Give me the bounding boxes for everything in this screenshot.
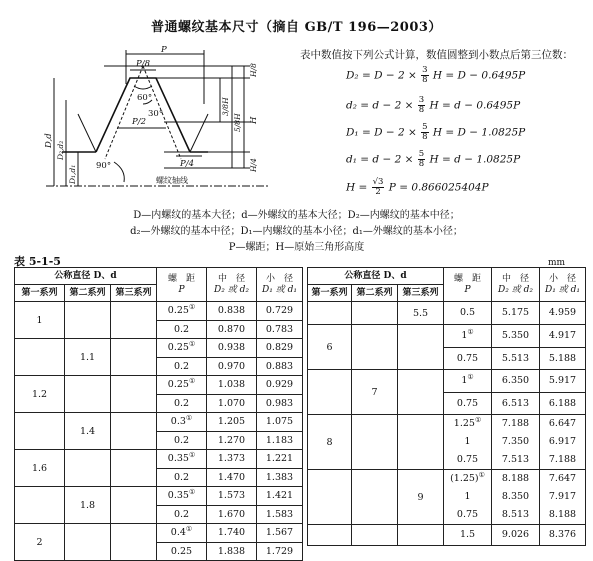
table-row [15,450,303,487]
header-pitch-right: 螺 距 P [444,268,492,302]
label-d1: D₁,d₁ [68,164,77,184]
label-h: H [249,116,259,124]
pitch-cell: 0.25① 0.2 [157,376,207,413]
header-mid-right: 中 径 D₂ 或 d₂ [492,268,540,302]
formula-4: d₁ = d − 2 × $\frac{5}{8}$ H = d − 1.0825P [346,149,521,169]
label-h38: 3/8H [221,97,230,116]
label-p8: P/8 [136,59,150,69]
table-row [308,302,586,325]
minor-diameter-cell: 7.647 7.917 8.188 [540,470,586,525]
legend-line-2: d₂—外螺纹的基本中径；D₁—内螺纹的基本小径；d₁—外螺纹的基本小径； [130,226,463,237]
header-series-2: 第二系列 [65,285,111,302]
minor-diameter-cell: 5.917 6.188 [540,370,586,415]
mid-diameter-cell: 0.838 0.870 [207,302,257,339]
pitch-cell: 0.5 [444,302,492,325]
series-cell [65,524,111,561]
table-row [308,415,586,470]
label-h58: 5/8H [233,113,242,132]
series-cell [352,415,398,470]
mid-diameter-cell: 5.350 5.513 [492,325,540,370]
header-series-1-right: 第一系列 [308,285,352,302]
table-row [15,487,303,524]
series-cell: 1 [15,302,65,339]
series-cell [398,370,444,415]
header-series-3-right: 第三系列 [398,285,444,302]
header-nominal: 公称直径 D、d [15,268,157,285]
header-minor: 小 径 D₁ 或 d₁ [257,268,303,302]
series-cell [111,524,157,561]
pitch-cell: 0.3① 0.2 [157,413,207,450]
series-cell: 1.4 [65,413,111,450]
series-cell [308,525,352,546]
series-cell: 1.8 [65,487,111,524]
pitch-cell: 1① 0.75 [444,370,492,415]
label-p2: P/2 [132,117,146,127]
header-mid: 中 径 D₂ 或 d₂ [207,268,257,302]
pitch-cell: 1.25① 1 0.75 [444,415,492,470]
header-minor-right: 小 径 D₁ 或 d₁ [540,268,586,302]
table-row [15,339,303,376]
series-cell [111,339,157,376]
series-cell [15,487,65,524]
series-cell [308,470,352,525]
minor-diameter-cell: 1.567 1.729 [257,524,303,561]
mid-diameter-cell: 6.350 6.513 [492,370,540,415]
pitch-cell: 0.35① 0.2 [157,450,207,487]
pitch-cell: 1① 0.75 [444,325,492,370]
label-d2: D₂,d₂ [56,140,65,160]
series-cell [308,370,352,415]
mid-diameter-cell: 1.740 1.838 [207,524,257,561]
mid-diameter-cell: 1.205 1.270 [207,413,257,450]
label-p: P [161,45,167,55]
header-nominal-right: 公称直径 D、d [308,268,444,285]
unit-label: mm [548,258,566,268]
minor-diameter-cell: 0.729 0.783 [257,302,303,339]
mid-diameter-cell: 1.038 1.070 [207,376,257,413]
thread-table-left [14,267,303,561]
label-dd: D,d [44,133,54,148]
series-cell [352,470,398,525]
mid-diameter-cell: 1.373 1.470 [207,450,257,487]
series-cell [111,487,157,524]
table-row [308,470,586,525]
formula-intro: 表中数值按下列公式计算，数值圆整到小数点后第三位数： [300,49,573,61]
header-series-3: 第三系列 [111,285,157,302]
label-60: 60° [137,93,153,103]
table-row [308,525,586,546]
table-row [308,325,586,370]
series-cell [398,525,444,546]
series-cell: 2 [15,524,65,561]
mid-diameter-cell: 1.573 1.670 [207,487,257,524]
mid-diameter-cell: 7.188 7.350 7.513 [492,415,540,470]
series-cell [398,325,444,370]
label-h4: H/4 [249,158,258,172]
label-30: 30° [148,109,164,119]
header-series-1: 第一系列 [15,285,65,302]
series-cell [15,339,65,376]
thread-table-right [307,267,586,546]
series-cell: 6 [308,325,352,370]
series-cell: 5.5 [398,302,444,325]
mid-diameter-cell: 8.188 8.350 8.513 [492,470,540,525]
series-cell: 1.2 [15,376,65,413]
series-cell [111,302,157,339]
series-cell [398,415,444,470]
minor-diameter-cell: 0.929 0.983 [257,376,303,413]
formula-2: d₂ = d − 2 × $\frac{3}{8}$ H = d − 0.6495P [346,95,521,115]
table-label: 表 5-1-5 [14,255,61,268]
header-pitch: 螺 距 P [157,268,207,302]
minor-diameter-cell: 1.421 1.583 [257,487,303,524]
table-row [15,524,303,561]
series-cell [352,325,398,370]
mid-diameter-cell: 9.026 [492,525,540,546]
thread-profile-diagram [44,44,270,194]
label-90: 90° [96,161,112,171]
minor-diameter-cell: 4.959 [540,302,586,325]
formula-5: H = $\frac{√3}{2}$ P = 0.866025404P [346,177,489,197]
mid-diameter-cell: 5.175 [492,302,540,325]
minor-diameter-cell: 0.829 0.883 [257,339,303,376]
series-cell [308,302,352,325]
pitch-cell: 0.4① 0.25 [157,524,207,561]
formula-1: D₂ = D − 2 × $\frac{3}{8}$ H = D − 0.6495P [346,65,526,85]
series-cell [65,376,111,413]
series-cell: 1.1 [65,339,111,376]
series-cell: 8 [308,415,352,470]
minor-diameter-cell: 8.376 [540,525,586,546]
table-row [15,413,303,450]
minor-diameter-cell: 4.917 5.188 [540,325,586,370]
series-cell: 9 [398,470,444,525]
series-cell [352,302,398,325]
table-row [308,370,586,415]
label-axis: 螺纹轴线 [156,176,188,185]
pitch-cell: 1.5 [444,525,492,546]
page-title: 普通螺纹基本尺寸（摘自 GB/T 196—2003） [151,20,442,35]
pitch-cell: 0.25① 0.2 [157,339,207,376]
pitch-cell: 0.25① 0.2 [157,302,207,339]
series-cell: 1.6 [15,450,65,487]
series-cell [65,450,111,487]
series-cell [15,413,65,450]
label-h8: H/8 [249,63,258,77]
formula-3: D₁ = D − 2 × $\frac{5}{8}$ H = D − 1.0825P [346,122,526,142]
series-cell [111,376,157,413]
legend-line-1: D—内螺纹的基本大径；d—外螺纹的基本大径；D₂—内螺纹的基本中径； [133,210,460,221]
pitch-cell: (1.25)① 1 0.75 [444,470,492,525]
series-cell [111,450,157,487]
series-cell [352,525,398,546]
label-p4: P/4 [180,159,194,169]
series-cell: 7 [352,370,398,415]
mid-diameter-cell: 0.938 0.970 [207,339,257,376]
table-row [15,302,303,339]
series-cell [65,302,111,339]
header-series-2-right: 第二系列 [352,285,398,302]
pitch-cell: 0.35① 0.2 [157,487,207,524]
series-cell [111,413,157,450]
minor-diameter-cell: 1.221 1.383 [257,450,303,487]
legend-line-3: P—螺距；H—原始三角形高度 [228,242,365,253]
table-row [15,376,303,413]
minor-diameter-cell: 1.075 1.183 [257,413,303,450]
minor-diameter-cell: 6.647 6.917 7.188 [540,415,586,470]
